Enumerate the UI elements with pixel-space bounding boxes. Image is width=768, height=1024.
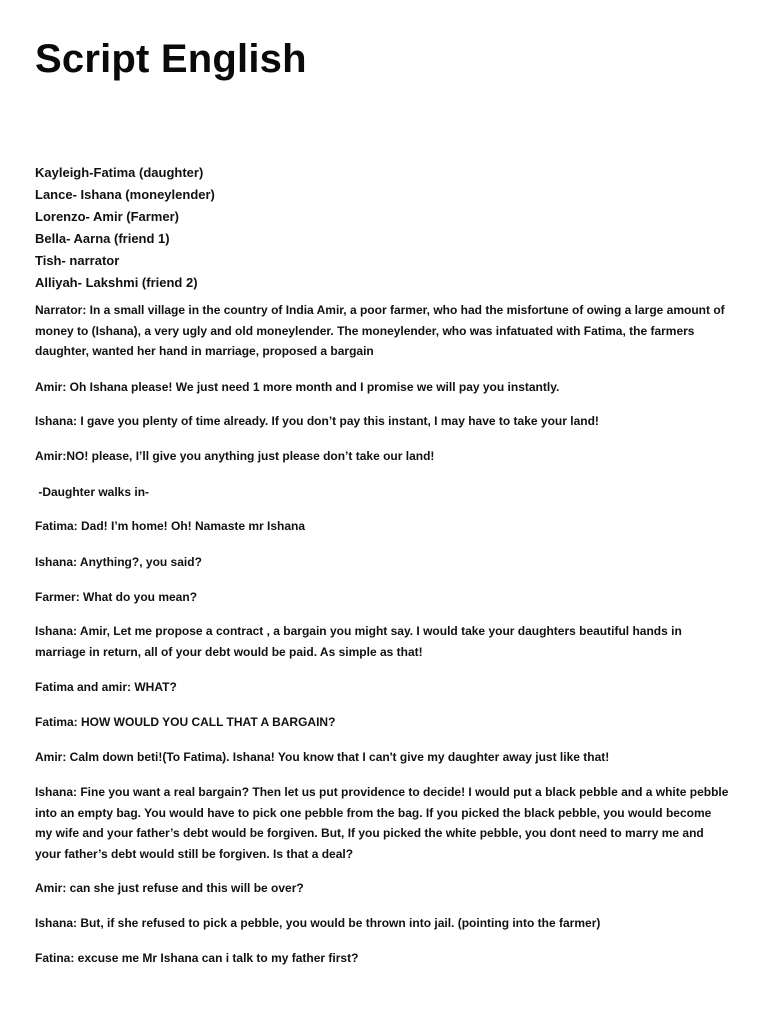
dialogue-line: Ishana: Anything?, you said? <box>35 555 202 569</box>
dialogue-line: Ishana: I gave you plenty of time already. If you don’t pay this instant, I may have to take your land! <box>35 414 599 428</box>
cast-item: Tish- narrator <box>35 253 120 268</box>
dialogue-line: Ishana: Fine you want a real bargain? Then let us put providence to decide! I would put a black pebble and a white pebble into an empty bag. You would have to pick one pebble from the bag. If you picked the black pebble, you would become my wife and your father’s debt would be forgiven. But, If you picked the white pebble, you dont need to marry me and your father’s debt would still be forgiven. Is that a deal? <box>35 785 729 861</box>
cast-list <box>35 162 215 294</box>
cast-item: Lance- Ishana (moneylender) <box>35 187 215 202</box>
cast-item: Bella- Aarna (friend 1) <box>35 231 170 246</box>
dialogue-line: Fatima: HOW WOULD YOU CALL THAT A BARGAIN? <box>35 715 336 729</box>
dialogue-line: Fatima and amir: WHAT? <box>35 680 177 694</box>
dialogue-line: Farmer: What do you mean? <box>35 590 198 604</box>
page-title: Script English <box>35 37 307 81</box>
dialogue-line: Ishana: But, if she refused to pick a pebble, you would be thrown into jail. (pointing into the farmer) <box>35 916 601 930</box>
dialogue-line: Fatima: Dad! I’m home! Oh! Namaste mr Ishana <box>35 519 306 533</box>
stage-direction: -Daughter walks in- <box>35 485 150 499</box>
dialogue-line: Fatina: excuse me Mr Ishana can i talk to my father first? <box>35 951 359 965</box>
dialogue-line: Amir: Calm down beti!(To Fatima). Ishana! You know that I can't give my daughter away just like that! <box>35 750 610 764</box>
dialogue-line: Ishana: Amir, Let me propose a contract , a bargain you might say. I would take your daughters beautiful hands in marriage in return, all of your debt would be paid. As simple as that! <box>35 624 682 659</box>
dialogue-line: Amir: Oh Ishana please! We just need 1 more month and I promise we will pay you instantly. <box>35 380 560 394</box>
cast-item: Kayleigh-Fatima (daughter) <box>35 165 204 180</box>
cast-item: Alliyah- Lakshmi (friend 2) <box>35 275 198 290</box>
dialogue-line: Amir:NO! please, I’ll give you anything just please don’t take our land! <box>35 449 435 463</box>
dialogue-line: Amir: can she just refuse and this will be over? <box>35 881 304 895</box>
cast-item: Lorenzo- Amir (Farmer) <box>35 209 179 224</box>
narrator-paragraph: Narrator: In a small village in the country of India Amir, a poor farmer, who had the misfortune of owing a large amount of money to (Ishana), a very ugly and old moneylender. The moneylender, who was infatuated with Fatima, the farmers daughter, wanted her hand in marriage, proposed a bargain <box>35 303 725 358</box>
